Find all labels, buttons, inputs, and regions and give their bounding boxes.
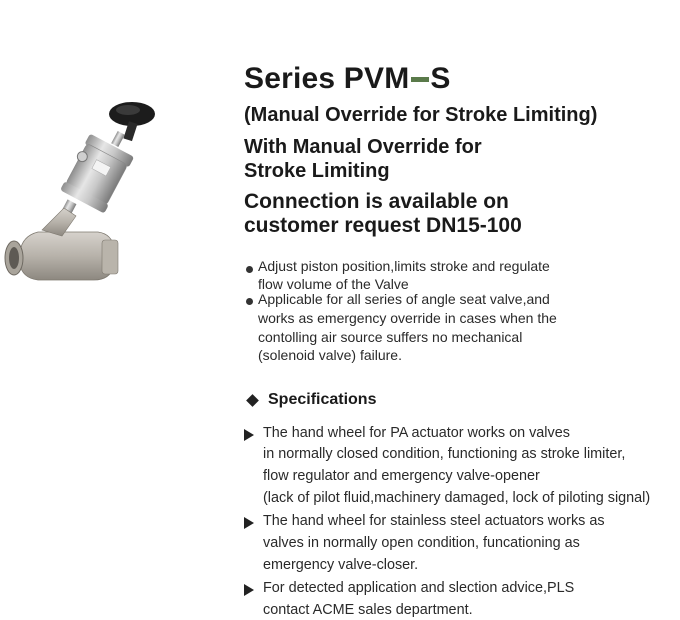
spec-line: flow regulator and emergency valve-opener <box>263 468 540 484</box>
series-prefix: Series PVM <box>244 62 410 95</box>
manual-override-heading-line2: Stroke Limiting <box>244 160 390 182</box>
spec-line: The hand wheel for PA actuator works on valves <box>263 425 570 441</box>
feature-line: flow volume of the Valve <box>258 276 409 292</box>
connection-heading-line2: customer request DN15-100 <box>244 214 522 237</box>
feature-line: (solenoid valve) failure. <box>258 347 402 363</box>
spec-line: (lack of pilot fluid,machinery damaged, lock of piloting signal) <box>263 490 651 506</box>
series-suffix: S <box>430 62 451 95</box>
triangle-bullet-icon <box>244 584 254 596</box>
triangle-bullet-icon <box>244 517 254 529</box>
feature-line: works as emergency override in cases when the <box>258 310 557 326</box>
spec-line: For detected application and slection advice,PLS <box>263 580 575 596</box>
series-subtitle: (Manual Override for Stroke Limiting) <box>244 104 598 126</box>
spec-line: in normally closed condition, functioning as stroke limiter, <box>263 446 626 462</box>
feature-line: Adjust piston position,limits stroke and regulate <box>258 258 550 274</box>
series-title <box>244 62 451 96</box>
title-dash-accent <box>411 77 429 82</box>
feature-line: contolling air source suffers no mechanical <box>258 329 523 345</box>
spec-line: emergency valve-closer. <box>263 557 419 573</box>
feature-line: Applicable for all series of angle seat valve,and <box>258 291 550 307</box>
spec-line: contact ACME sales department. <box>263 602 473 618</box>
manual-override-heading-line1: With Manual Override for <box>244 136 482 158</box>
feature-bullet-icon <box>246 266 253 273</box>
spec-line: The hand wheel for stainless steel actuators works as <box>263 513 605 529</box>
connection-heading-line1: Connection is available on <box>244 190 509 213</box>
valve-product-image <box>2 96 162 292</box>
specifications-heading: Specifications <box>268 391 377 408</box>
diamond-icon <box>246 394 259 407</box>
triangle-bullet-icon <box>244 429 254 441</box>
spec-line: valves in normally open condition, funcationing as <box>263 535 580 551</box>
valve-body <box>5 208 118 280</box>
feature-bullet-icon <box>246 298 253 305</box>
